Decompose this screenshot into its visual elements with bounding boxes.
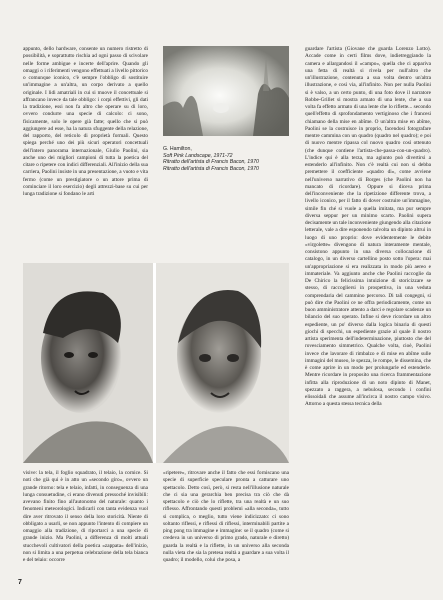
paragraph: «ripetere», ritrovare anche il fatto che essi forniscano una specie di superficie speculare pronta a catturare uno spettacolo. Detto così, però, si resta nell'illusione naturale che ci sia una gerarchia ben precisa tra ciò che dà spettacolo e ciò che lo riflette, tra una realtà e un suo riflesso. Affrontando questi problemi «alla seconda», tutto si complica, o meglio, tutto viene indicizzato: ci sono soltanto riflessi, e riflessi di riflessi, interminabili partite a ping pong tra immagine e immagine: se il quadro (come si credeva in un universo di primo grado, naturale e diretto) guarda la realtà e la riflette, in un universo alla seconda nulla vieta che sia la pretesa realtà a guardare a sua volta il quadro; il modello, colui che posa, a	[163, 470, 289, 563]
text-column-middle-bottom	[163, 470, 289, 590]
caption-line-3: Ritratto dell'artista di Francis Bacon, 1970	[163, 165, 259, 172]
paragraph: visive: la tela, il foglio squadrato, il telaio, la cornice. Si noti che già qui è in atto un «secondo giro», ovvero un grande ritorno: tela e telaio, infatti, in conseguenza di una lunga consuetudine, ci erano divenuti pressoché invisibili: avevano finito fino all'autonomo del naturale: quanto i fenomeni meteorologici. Indicarli con tanta evidenza vuol dire aver ritrovato il senso della loro storicità. Niente di obbligato a usarli, se non appunto l'intento di compiere un omaggio alla tradizione, di riportarci a una specie di grande inizio. Ma Paolini, a differenza di molti attuali stucchevoli cultivatori della poetica «zappata» dell'inizio, non si limita a una perpetua celebrazione della tela bianca e del telaio: occorre	[23, 470, 148, 563]
paragraph: guardare l'artista (Giovane che guarda Lorenzo Lotto). Accade come in certi films dove, indietreggiando la camera e allargandosi il «campo», quella che ci appariva una fetta di realtà si rivela per null'altro che un'illustrazione, contenuta a sua volta dentro un'altra illustrazione, e così via, all'infinito. Non per nulla Paolini si è valso, a un certo punto, di una foto dove il narratore Robbe-Grillet si mostra armato di una lente, che a sua volta fa effetto armato di una lente che lo riflette... secondo quell'effetto di sprofondamento vertiginoso che i francesi chiamano della mise en abîme. O un'altra mise en abîme, Paolini se la costruisce in proprio, facendosi fotografare mentre cammina con un quadro (quadro nel quadro); e poi di nuovo mentre ripassa col nuovo quadro così ottenuto (che dunque contiene l'artista-che-passa-con-un-quadro). L'indice qui è alla terza, ma agiunto può divertirsi a estenderlo all'infinito. Non c'è realtà cui non si debba premettere il coefficiente «quadro di», come avviene nell'universo narrativo di Borges (che Paolini non ha mancato di ricordare). Oppure si diceva prima dell'inconveniente che la ripetizione differente trova, a livello iconico, per il fatto di dover costruire un'immagine, simile fin ché si vuole a quella imitata, ma pur sempre diversa seppur per un minimo scarto. Paolini supera decisamente un tale inconveniente giungendo alla citazione letterale, vale a dire esponendo talvolta un dipinto altrui in luogo di uno proprio: dove evidentemente le debite «virgolette» divengono di natura interamente mentale, consistono appunto in una diversa collocazione di catalogo, in un diverso cartellino posto sotto l'opera: mai un'appropriazione si era realizzata in modo più aereo e immateriale. Va aggiunto anche che Paolini raccoglie da De Chirico la felicissima intuizione di storicizzare se stesso, di raccogliersi in prospettiva, in una veduta comprendaria del cammino percorso. Di tali congegni, si può dire che Paolini ce ne offra periodicamente, come un buon amministratore attento a darci e regolare scadenze un bilancio del suo operato. Infine si deve ricordare un altro espediente, un po' diverso dalla logica binaria di questi giochi di specchi, un espediente grazie al quale il nostro artista sperimenta dell'indeterminazione, piuttosto che del rovesciamento simmetrico. Qualche volta, cioè, Paolini invece che lavorare di rimbalzo e di mise en abîme sulle immagini del museo, le spezza, le rompe, le dissemina, che è come aprire in un modo per prolungarle ed estenderle. Mentre ricordare in proposito una ricerca frammentazione infitta alla riproduzione di un noto dipinto di Manet, spezzato a raggera, a nebulosa, secondo i confini elissoidali che assume all'incirca il nostro campo visivo. Attorno a questa stessa tecnica della	[305, 46, 431, 408]
photo-bacon-portraits	[23, 263, 289, 463]
caption-line-1: Soft Pink Landscape, 1971-72	[163, 152, 233, 159]
paragraph: appunto, dello hardware, consente un numero ristretto di possibilità, e soprattutto rischia ad ogni passo di scivolare nelle forme ambigue e incerte dell'aprire. Quando gli omaggi o i riferimenti vengono effettuati a livello pittorico o comunque iconico, c'è sempre l'obbligo di sostituire un'immagine a un'altra, un corpo derivato a quello originale. I lidi amatriali in cui si muove il concettuale si affrancano invece da tale obbligo: i corpi effettivi, gli dati la tradizione, essi non fa altro che operare su di loro, ovvero condurre una specie di calcolo: ci sono, fisicamente, solo le opere già fatte; quello che si può aggiungere ad esse, ha la natura sfuggente della relazione, del rapporto, del reticolo di proprietà formali. Questo spiega perché uno dei più sicuri operatori concettuali dell'intero panorama internazionale, Giulio Paolini, sia anche uno dei migliori campioni di tutta la poetica del citare o ripetere con indici differenziali. All'inizio della sua carriera, Paolini insiste in una presentazione, a vuoto e vita fermo (come un prestigiatore o un attore prima di cominciare il loro esercizio) degli attrezzi-base su cui per lunga tradizione si fondano le arti	[23, 46, 148, 197]
text-column-right	[305, 46, 431, 590]
caption-artist: G. Hamilton,	[163, 146, 192, 152]
landscape-image	[163, 46, 289, 136]
text-column-left-bottom	[23, 470, 148, 590]
caption-line-2: Ritratto dell'artista di Francis Bacon, 1970	[163, 159, 259, 166]
photo-caption	[163, 146, 289, 172]
portrait-diptych-image	[23, 263, 289, 463]
text-column-left-top	[23, 46, 148, 252]
page-number: 7	[18, 579, 22, 586]
photo-soft-pink-landscape	[163, 46, 289, 136]
